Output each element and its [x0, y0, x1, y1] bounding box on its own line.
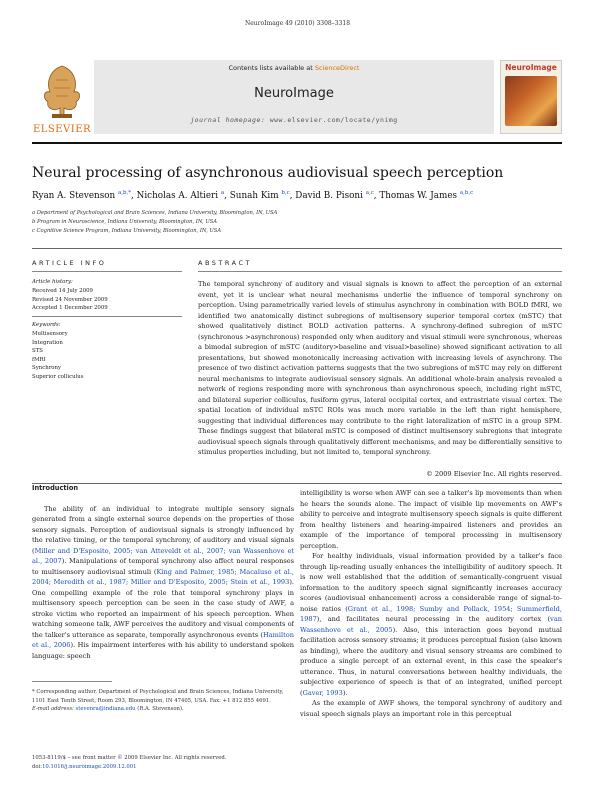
bottom-metadata: [32, 754, 294, 771]
footnote-rule: [32, 681, 112, 682]
author-name: David B. Pisoni: [295, 190, 366, 201]
email-suffix: (R.A. Stevenson).: [135, 706, 184, 712]
homepage-url[interactable]: www.elsevier.com/locate/ynimg: [269, 116, 398, 124]
body-paragraph: [300, 551, 562, 698]
email-line: [32, 705, 294, 714]
author-name: Nicholas A. Altieri: [136, 190, 221, 201]
doi-link[interactable]: 10.1016/j.neuroimage.2009.12.001: [42, 763, 137, 770]
paragraph-text: The ability of an individual to integrate multiple sensory signals generated from a single external source depends on the properties of those sensory signals. Perception of audiovisual signals is strongly influenced by the relative timing, or the temporal synchrony, of auditory and visual signals (: [32, 504, 294, 555]
author-affiliation-marker[interactable]: b,c: [281, 190, 290, 196]
body-right-column: [300, 488, 562, 788]
history-item: Received 14 July 2009: [32, 288, 93, 294]
author-separator: ,: [224, 190, 230, 201]
paragraph-text: ). Manipulations of temporal synchrony also affect neural responses to multisensory audiovisual stimuli (: [32, 557, 294, 576]
article-info-heading: ARTICLE INFO: [32, 259, 107, 267]
journal-reference: NeuroImage 49 (2010) 3308–3318: [244, 20, 351, 27]
keywords-list: [32, 330, 84, 382]
abstract-rule: [198, 271, 562, 272]
article-info-rule: [32, 271, 182, 272]
body-left-column: [32, 483, 294, 675]
paragraph-text: For healthy individuals, visual information provided by a talker's face through lip-reading usually enhances the intelligibility of auditory speech. It is now well established that the addition of semantically-congruent visual information to the auditory speech signal significantly increases accuracy scores (audiovisual enhancement) across a considerable range of signal-to-noise ratios (: [300, 552, 562, 613]
journal-homepage: [94, 116, 494, 124]
paragraph-text: ). Also, this interaction goes beyond mutual facilitation across sensory streams; it produces perceptual fusion (also known as binding), where the auditory and visual sensory streams are combined to produce a single percept of an external event, in this case the speaker's utterance. Thus, in natural conversations between healthy individuals, the subjective experience of speech is that of an integrated, unified percept (: [300, 625, 562, 697]
section-divider: [32, 248, 562, 249]
author-separator: ,: [131, 190, 137, 201]
email-link[interactable]: stevenra@indiana.edu: [75, 706, 136, 712]
history-item: Accepted 1 December 2009: [32, 305, 108, 312]
journal-name: NeuroImage: [254, 86, 334, 101]
history-item: Revised 24 November 2009: [32, 296, 108, 303]
body-paragraph: [32, 504, 294, 662]
header-divider: [32, 142, 562, 144]
author-affiliation-marker[interactable]: a,b,*: [117, 190, 132, 196]
history-label: Article history:: [32, 279, 73, 285]
corresponding-author-footnote: [32, 688, 294, 714]
elsevier-wordmark: ELSEVIER: [32, 124, 92, 135]
citation-link[interactable]: van Wassenhove et al., 2005: [300, 615, 562, 634]
right-column-text: [300, 488, 562, 719]
copyright-notice: © 2009 Elsevier Inc. All rights reserved.: [426, 470, 562, 478]
history-list: [32, 287, 108, 313]
keyword-item: Integration: [32, 339, 63, 346]
paragraph-text: ), and facilitates neural processing in the auditory cortex (: [316, 615, 551, 623]
left-column-text: [32, 504, 294, 662]
homepage-label: journal homepage:: [190, 116, 266, 124]
author-name: Sunah Kim: [229, 190, 282, 201]
citation-link[interactable]: King and Palmer, 1985; Macaluso et al., 2004; Meredith et al., 1987; Miller and D'Esposito, 2005; Stein et al., 1993: [32, 567, 294, 586]
keyword-item: Synchrony: [32, 365, 62, 372]
corresponding-author: * Corresponding author. Department of Psychological and Brain Sciences, Indiana University, 1101 East Tenth Street, Room 293, Bloomington, IN 47405, USA. Fax: +1 812 855 4691.: [32, 689, 284, 704]
keyword-item: fMRI: [32, 356, 46, 363]
elsevier-logo: [32, 60, 92, 134]
author-separator: ,: [373, 190, 380, 201]
affiliation-c: c Cognitive Science Program, Indiana University, Bloomington, IN, USA: [32, 228, 222, 234]
keyword-item: STS: [32, 348, 43, 355]
body-paragraph: [300, 488, 562, 551]
cover-title: NeuroImage: [505, 63, 557, 72]
issn-line: 1053-8119/$ – see front matter © 2009 Elsevier Inc. All rights reserved.: [32, 755, 227, 761]
citation-link[interactable]: Miller and D'Esposito, 2005; van Atteveldt et al., 2007; van Wassenhove et al., 2007: [32, 546, 294, 565]
doi-prefix: doi:: [32, 763, 43, 770]
sciencedirect-link[interactable]: ScienceDirect: [314, 64, 360, 72]
paragraph-text: ). One compelling example of the role that temporal synchrony plays in multisensory speech perception can be seen in the case study of AWF, a stroke victim who reported an impairment of his speech perception. When watching someone talk, AWF perceives the auditory and visual components of the talker's utterance as separate, temporally asynchronous events (: [32, 578, 294, 639]
paragraph-text: ).: [342, 688, 348, 697]
paragraph-text: intelligibility is worse when AWF can see a talker's lip movements than when he hears the sounds alone. The impact of visible lip movements on AWF's ability to perceive and integrate multisensory speech signals is quite different from healthy listeners and hearing-impaired listeners and provides an example of the importance of temporal processing in multisensory perception.: [300, 489, 562, 550]
author-affiliation-marker[interactable]: a,c: [365, 190, 374, 196]
doi-line: [32, 763, 294, 772]
article-title: Neural processing of asynchronous audiovisual speech perception: [32, 165, 504, 181]
abstract-heading: ABSTRACT: [198, 259, 252, 267]
history-rule: [32, 316, 182, 317]
body-paragraph: [300, 698, 562, 719]
citation-link[interactable]: Hamilton et al., 2006: [32, 630, 294, 649]
email-label: E-mail address:: [32, 706, 74, 712]
citation-link[interactable]: Grant et al., 1998; Sumby and Pollack, 1954; Summerfield, 1987: [300, 604, 562, 623]
introduction-heading: Introduction: [32, 484, 79, 492]
affiliation-b: b Program in Neuroscience, Indiana University, Bloomington, IN, USA: [32, 219, 218, 225]
cover-image: [505, 76, 557, 126]
author-name: Ryan A. Stevenson: [32, 190, 118, 201]
paragraph-text: As the example of AWF shows, the temporal synchrony of auditory and visual speech signals plays an important role in this perceptual: [300, 699, 562, 718]
abstract-text: The temporal synchrony of auditory and visual signals is known to affect the perception of an external event, yet it is unclear what neural mechanisms underlie the influence of temporal synchrony on perception. Using parametrically varied levels of stimulus asynchrony in combination with BOLD fMRI, we identified two anatomically distinct subregions of multisensory superior temporal cortex (mSTC) that showed qualitatively distinct BOLD activation patterns. A synchrony-defined subregion of mSTC (synchronous >asynchronous) responded only when auditory and visual stimuli were synchronous, whereas a bimodal subregion of mSTC (auditory>baseline and visual>baseline) showed significant activation to all presentations, but showed monotonically increasing activation with increasing levels of asynchrony. The presence of two distinct activation patterns suggests that the two subregions of mSTC may rely on different neural mechanisms to integrate audiovisual sensory signals. An additional whole-brain analysis revealed a network of regions responding more with synchronous than asynchronous speech, including right mSTC, and bilateral superior colliculus, fusiform gyrus, lateral occipital cortex, and extrastriate visual cortex. The spatial location of individual mSTC ROIs was much more variable in the left than right hemisphere, suggesting that individual differences may contribute to the right lateralization of mSTC in a group SPM. These findings suggest that bilateral mSTC is composed of distinct multisensory subregions that integrate audiovisual speech signals through qualitatively different mechanisms, and may be differentially sensitive to stimulus properties including, but not limited to, temporal synchrony.: [198, 280, 562, 456]
keyword-item: Superior colliculus: [32, 373, 84, 380]
contents-prefix: Contents lists available at: [228, 64, 315, 72]
author-list: [32, 190, 572, 201]
author-name: Thomas W. James: [379, 190, 460, 201]
citation-link[interactable]: Gaver, 1993: [302, 688, 343, 697]
author-affiliation-marker[interactable]: a,b,c: [459, 190, 474, 196]
affiliation-a: a Department of Psychological and Brain Sciences, Indiana University, Bloomington, IN, USA: [32, 210, 278, 216]
keyword-item: Multisensory: [32, 331, 68, 337]
author-affiliation-marker[interactable]: a: [220, 190, 225, 196]
keywords-label: Keywords:: [32, 322, 61, 328]
author-separator: ,: [289, 190, 296, 201]
paragraph-text: ). His impairment interferes with his ability to understand spoken language: speech: [32, 641, 294, 660]
contents-line: [94, 64, 494, 72]
